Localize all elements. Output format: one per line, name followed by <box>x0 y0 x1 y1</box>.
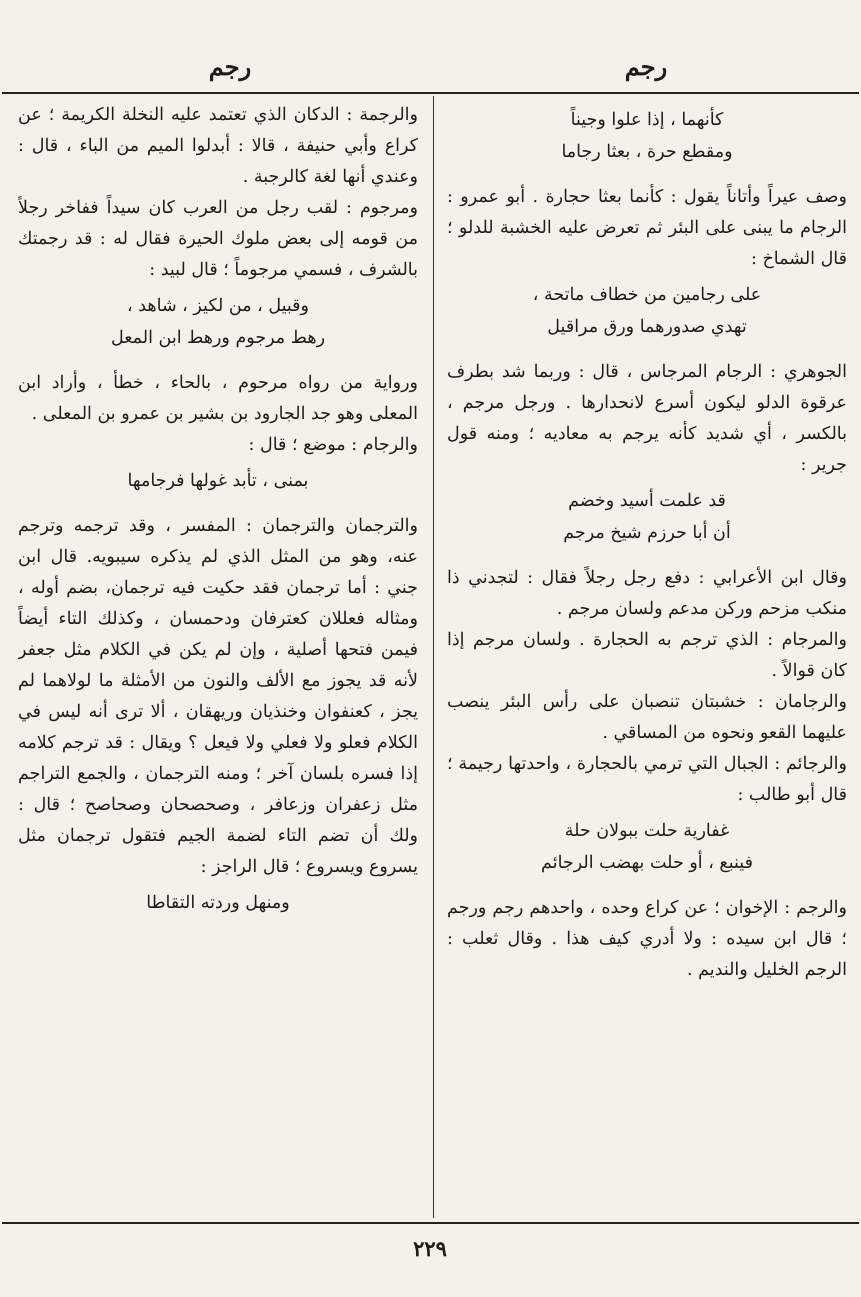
verse <box>447 279 847 343</box>
paragraph: والرجامان : خشبتان تنصبان على رأس البئر ينصب عليهما القعو ونحوه من المساقي . <box>447 692 847 743</box>
verse-line: قد علمت أسيد وخضم <box>568 491 726 511</box>
page-number: ٢٢٩ <box>413 1236 447 1261</box>
verse <box>447 485 847 549</box>
paragraph: والرجم : الإخوان ؛ عن كراع وحده ، واحدهم رجم ورجم ؛ قال ابن سيده : ولا أدري كيف هذا . وقال ثعلب : الرجم الخليل والنديم . <box>447 898 847 980</box>
right-column <box>447 100 847 1215</box>
left-column <box>18 100 418 1215</box>
verse-line: ومنهل وردته التقاطا <box>146 893 290 913</box>
paragraph: والرجمة : الدكان الذي تعتمد عليه النخلة الكريمة ؛ عن كراع وأبي حنيفة ، قالا : أبدلوا الميم من الباء ، قال : وعندي أنها لغة كالرجبة . <box>18 105 418 187</box>
paragraph: والرجام : موضع ؛ قال : <box>248 435 418 455</box>
verse-line: تهدي صدورهما ورق مراقيل <box>547 317 747 337</box>
verse <box>18 887 418 919</box>
paragraph: ورواية من رواه مرحوم ، بالحاء ، خطأ ، وأراد ابن المعلى وهو جد الجارود بن بشير بن عمرو بن المعلى . <box>18 373 418 424</box>
verse-line: وقبيل ، من لكيز ، شاهد ، <box>127 296 309 316</box>
header-word-right: رجم <box>624 52 668 81</box>
paragraph: وصف عيراً وأتاناً يقول : كأنما بعثا حجارة . أبو عمرو : الرجام ما يبنى على البئر ثم تعرض عليه الخشبة للدلو ؛ قال الشماخ : <box>447 187 847 269</box>
column-divider <box>433 96 434 1218</box>
paragraph: وقال ابن الأعرابي : دفع رجل رجلاً فقال : لتجدني ذا منكب مزحم وركن مدعم ولسان مرجم . <box>447 568 847 619</box>
bottom-rule <box>2 1222 859 1224</box>
header-word-left: رجم <box>208 52 252 81</box>
verse <box>18 290 418 354</box>
paragraph: والترجمان والترجمان : المفسر ، وقد ترجمه وترجم عنه، وهو من المثل الذي لم يذكره سيبويه. قال ابن جني : أما ترجمان فقد حكيت فيه ترجمان، بضم أوله ، ومثاله فعللان كعترفان ودحمسان ، وكذلك التاء أيضاً فيمن فتحها أصلية ، وإن لم يكن في الكلام مثل جعفر لأنه قد يجوز مع الألف والنون من الأمثلة ما لولاهما لم يجز ، كعنفوان وخنذيان وريهقان ، ألا ترى أنه ليس في الكلام فعلو ولا فعلي ولا فيعل ؟ ويقال : قد ترجم كلامه إذا فسره بلسان آخر ؛ ومنه الترجمان ، والجمع التراجم مثل زعفران وزعافر ، وصحصحان وصحاصح ؛ قال : ولك أن تضم التاء لضمة الجيم فتقول ترجمان مثل يسروع ويسروع ؛ قال الراجز : <box>18 516 418 877</box>
verse-line: رهط مرجوم ورهط ابن المعل <box>110 328 326 348</box>
top-rule <box>2 92 859 94</box>
verse <box>18 465 418 497</box>
verse-line: ومقطع حرة ، بعثا رجاما <box>561 142 733 162</box>
verse-line: كأنهما ، إذا علوا وجيناً <box>570 110 724 130</box>
verse-line: فينبع ، أو حلت بهضب الرجائم <box>541 853 753 873</box>
verse-line: أن أبا حرزم شيخ مرجم <box>563 523 731 543</box>
paragraph: والرجائم : الجبال التي ترمي بالحجارة ، واحدتها رجيمة ؛ قال أبو طالب : <box>447 754 847 805</box>
verse-line: على رجامين من خطاف ماتحة ، <box>532 285 762 305</box>
paragraph: ومرجوم : لقب رجل من العرب كان سيداً ففاخر رجلاً من قومه إلى بعض ملوك الحيرة فقال له : قد رجمتك بالشرف ، فسمي مرجوماً ؛ قال لبيد : <box>18 198 418 280</box>
paragraph: والمرجام : الذي ترجم به الحجارة . ولسان مرجم إذا كان قوالاً . <box>447 630 847 681</box>
verse-line: بمنى ، تأبد غولها فرجامها <box>127 471 309 491</box>
verse <box>447 104 847 168</box>
paragraph: الجوهري : الرجام المرجاس ، قال : وربما شد بطرف عرقوة الدلو ليكون أسرع لانحدارها . ورجل مرجم ، بالكسر ، أي شديد كأنه يرجم به معاديه ؛ ومنه قول جرير : <box>447 362 847 475</box>
verse <box>447 815 847 879</box>
verse-line: غفارية حلت ببولان حلة <box>564 821 730 841</box>
